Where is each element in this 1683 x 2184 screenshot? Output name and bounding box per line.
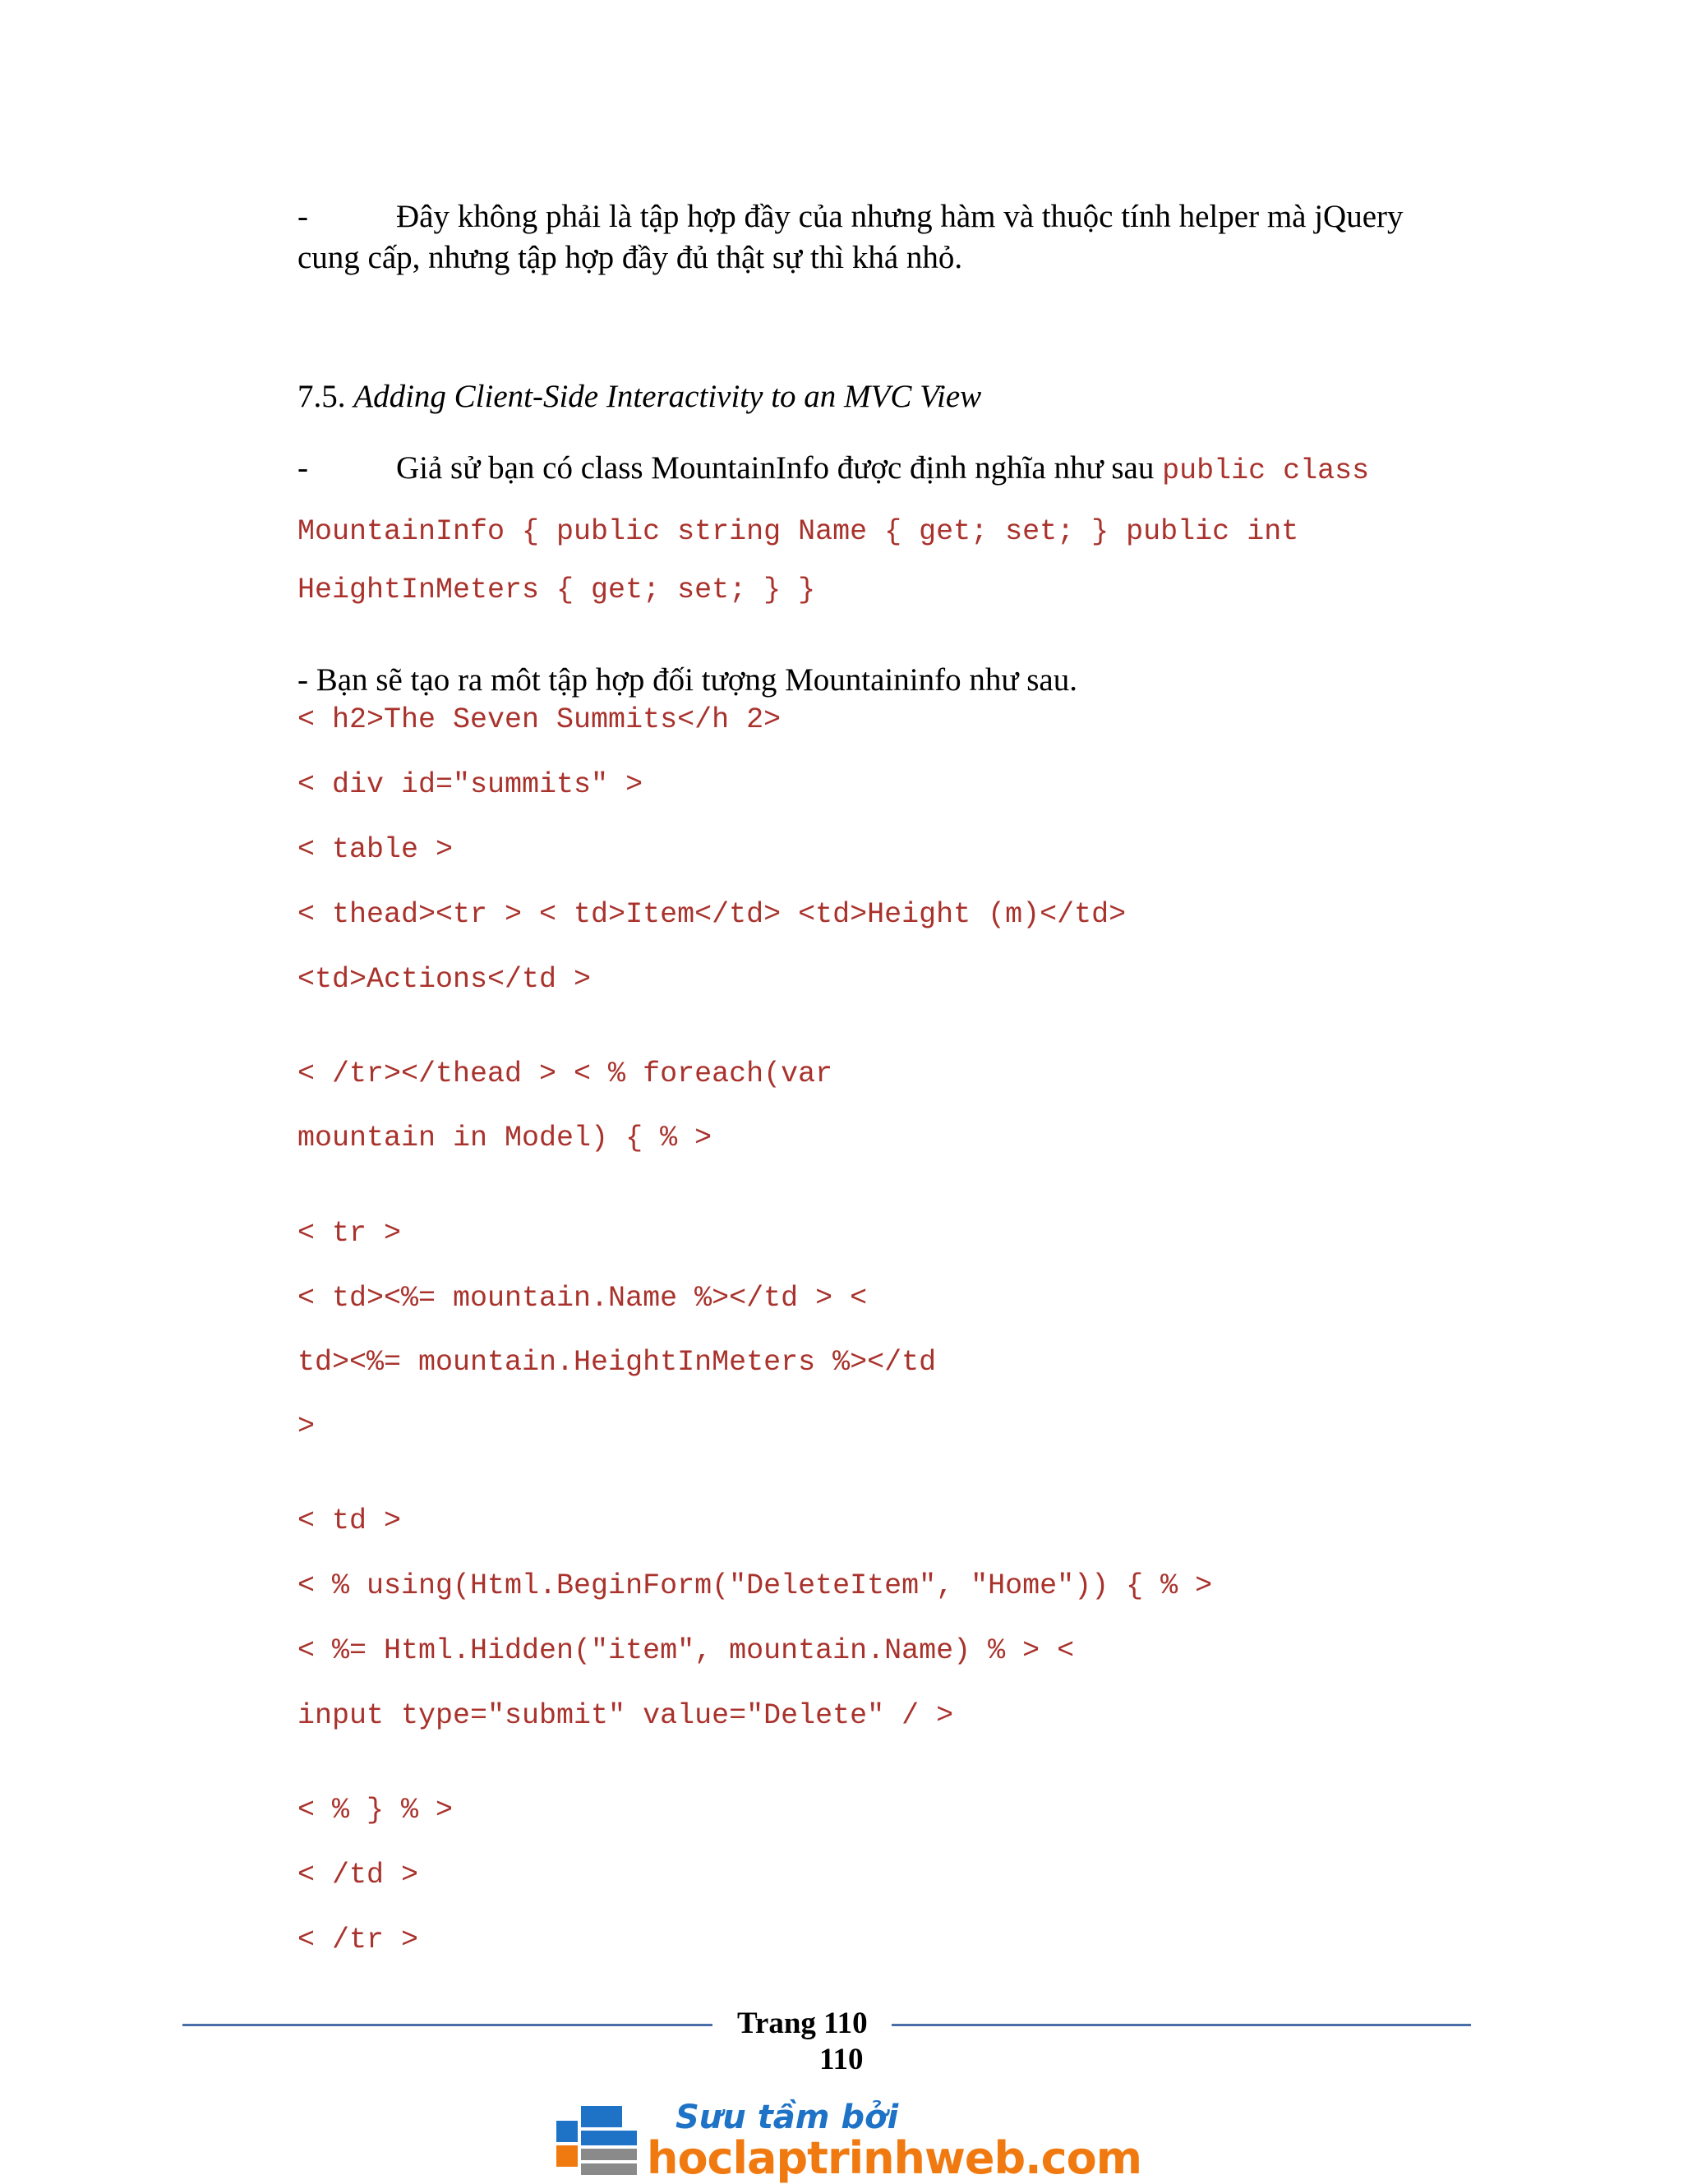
code-line: < td > [297, 1504, 402, 1537]
code-line: mountain in Model) { % > [297, 1122, 712, 1154]
logo-site-name: hoclaptrinhweb.com [647, 2132, 1142, 2184]
code-line: < %= Html.Hidden("item", mountain.Name) % > < [297, 1634, 1075, 1667]
section-number: 7.5. [297, 379, 346, 414]
code-line: MountainInfo { public string Name { get; set; } public int [297, 515, 1299, 548]
code-line: < % } % > [297, 1794, 454, 1827]
code-line: < td><%= mountain.Name %></td > < [297, 1282, 868, 1315]
section-heading [297, 376, 1448, 417]
footer-page-label: Trang 110 [737, 2007, 868, 2040]
code-line: < table > [297, 833, 454, 866]
code-line: < thead><tr > < td>Item</td> <td>Height (m)</td> [297, 898, 1127, 931]
footer-rule-left [182, 2024, 712, 2026]
code-line: td><%= mountain.HeightInMeters %></td [297, 1346, 937, 1379]
code-line: < % using(Html.BeginForm("DeleteItem", "Home")) { % > [297, 1569, 1213, 1602]
code-line: HeightInMeters { get; set; } } [297, 574, 816, 606]
code-line: < /td > [297, 1859, 419, 1891]
footer-rule-right [892, 2024, 1471, 2026]
paragraph-helper-note [297, 196, 1448, 279]
logo-tagline: Sưu tầm bởi [676, 2099, 899, 2136]
paragraph-line-2: cung cấp, nhưng tập hợp đầy đủ thật sự thì khá nhỏ. [297, 240, 963, 275]
paragraph-mountaininfo [297, 448, 1448, 491]
paragraph-text: Giả sử bạn có class MountainInfo được định nghĩa như sau [396, 450, 1155, 486]
code-line: < /tr></thead > < % foreach(var [297, 1057, 833, 1090]
section-title: Adding Client-Side Interactivity to an MVC View [353, 379, 982, 414]
site-logo [555, 2099, 1146, 2184]
footer-page-number: 110 [819, 2043, 864, 2076]
code-line: > [297, 1410, 316, 1443]
printer-logo-icon [555, 2099, 649, 2177]
paragraph-line-1: Đây không phải là tập hợp đầy của nhưng hàm và thuộc tính helper mà jQuery [396, 199, 1404, 234]
code-line: < h2>The Seven Summits</h 2> [297, 703, 782, 736]
code-line: input type="submit" value="Delete" / > [297, 1699, 954, 1732]
code-line: < tr > [297, 1217, 402, 1250]
list-dash: - [297, 199, 308, 234]
paragraph-text: - Bạn sẽ tạo ra môt tập hợp đối tượng Mountaininfo như sau. [297, 662, 1077, 698]
code-line: < /tr > [297, 1924, 419, 1956]
code-line: <td>Actions</td > [297, 963, 592, 996]
paragraph-create-collection [297, 660, 1448, 701]
inline-code: public class [1162, 454, 1370, 487]
code-line: < div id="summits" > [297, 768, 643, 801]
list-dash: - [297, 450, 308, 486]
